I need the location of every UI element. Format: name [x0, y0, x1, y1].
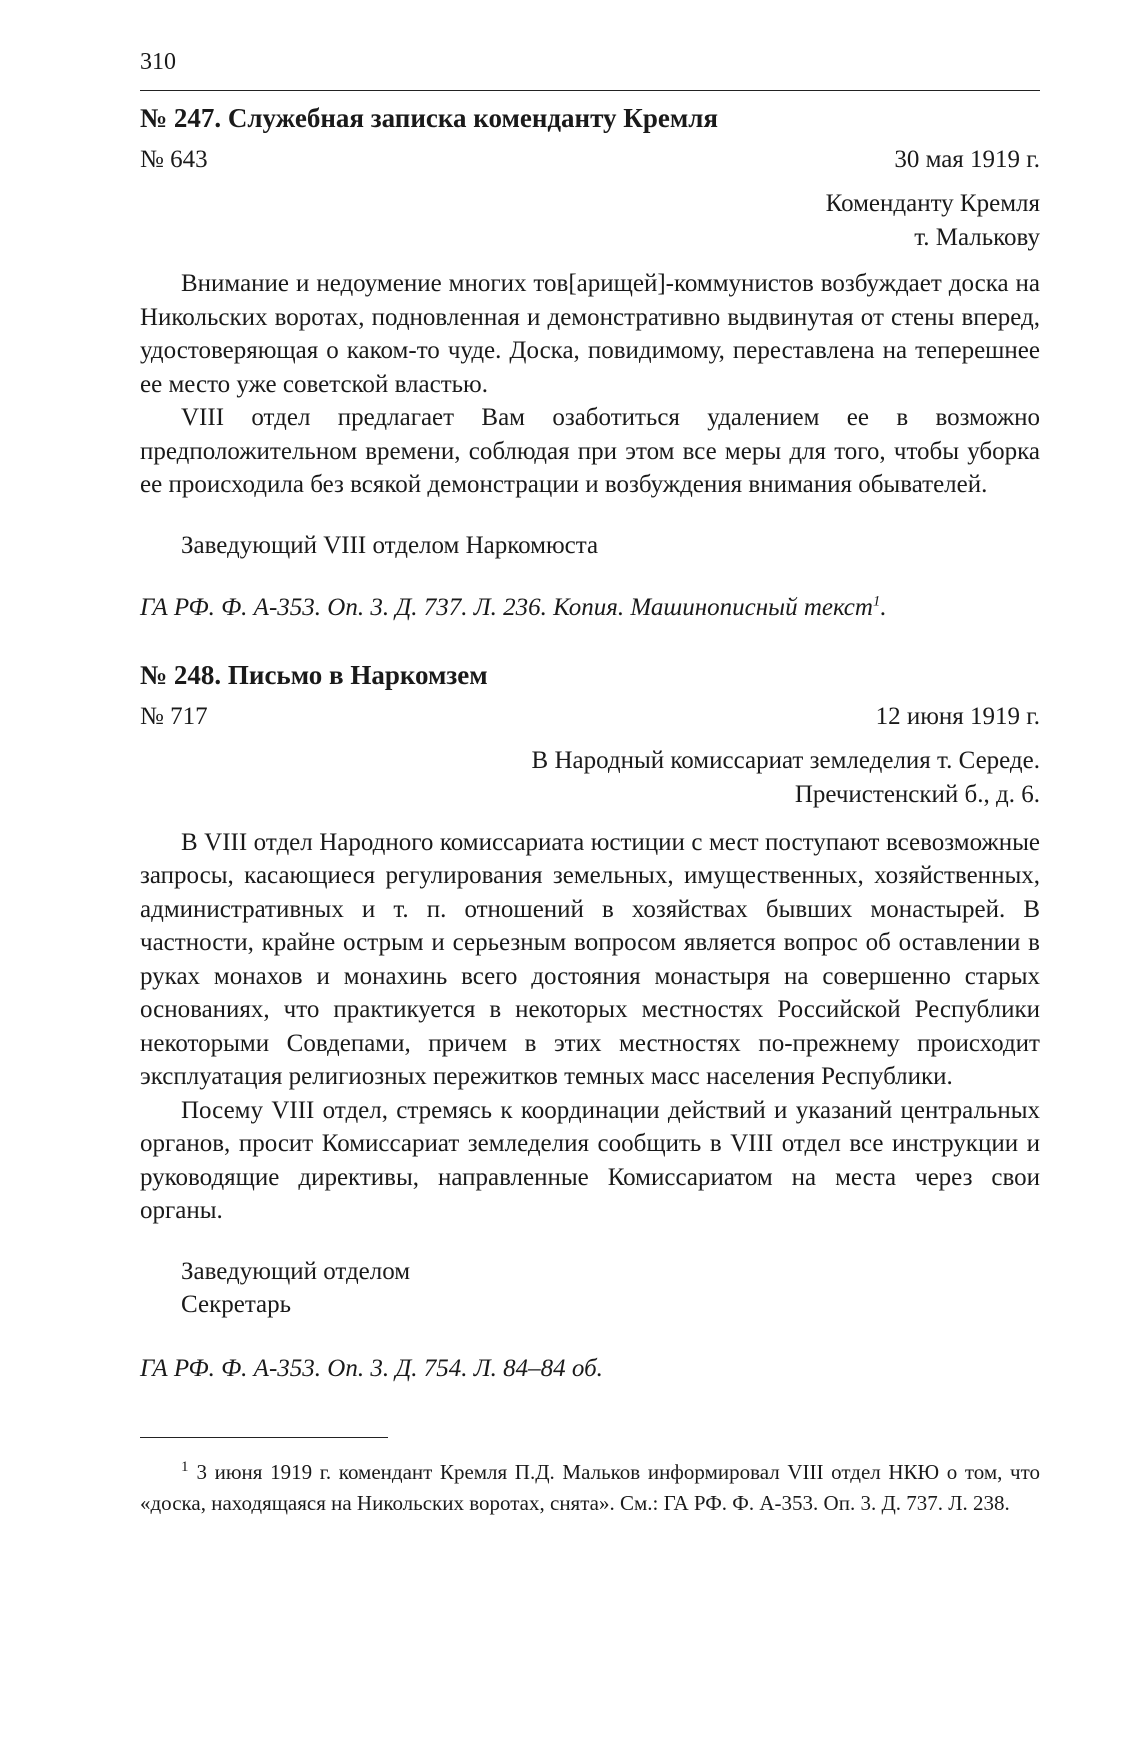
document-date: 12 июня 1919 г.: [875, 702, 1040, 730]
source-text: ГА РФ. Ф. А-353. Оп. 3. Д. 737. Л. 236. Копия. Машинописный текст: [140, 593, 873, 621]
document-date: 30 мая 1919 г.: [894, 146, 1040, 173]
body-paragraph: Посему VIII отдел, стремясь к координации действий и указаний центральных органов, просит Комиссариат земледелия сообщить в VIII отдел все инструкции и руководящие директивы, направленные Комиссариатом на места через свои органы.: [140, 1096, 1040, 1224]
document-248: [140, 658, 1040, 1385]
footnote-reference: 1: [872, 593, 881, 610]
document-number: № 717: [140, 702, 208, 730]
document-title: № 247. Служебная записка коменданту Кремля: [140, 103, 718, 133]
signature-line: Секретарь: [181, 1290, 292, 1318]
document-meta: [140, 143, 1040, 177]
archival-source: ГА РФ. Ф. А-353. Оп. 3. Д. 737. Л. 236. Копия. Машинописный текст$^1$.: [140, 593, 887, 621]
document-title: № 248. Письмо в Наркомзем: [140, 659, 488, 690]
body-paragraph: В VIII отдел Народного комиссариата юстиции с мест поступают всевозможные запросы, касающиеся регулирования земельных, имущественных, хозяйственных, административных и т. п. отношений в хозяйствах бывших монастырей. В частности, крайне острым и серьезным вопросом является вопрос об оставлении в руках монахов и монахинь всего достояния монастыря на совершенно старых основаниях, что практикуется в некоторых местностях Российской Республики некоторыми Совдепами, причем в этих местностях по-прежнему происходит эксплуатация религиозных пережитков темных масс населения Республики.: [140, 828, 1040, 1090]
addressee: [140, 187, 1040, 255]
addressee-line: т. Малькову: [914, 224, 1040, 251]
addressee-line: В Народный комиссариат земледелия т. Середе.: [531, 746, 1040, 774]
footnote-text: 3 июня 1919 г. комендант Кремля П.Д. Мальков информировал VIII отдел НКЮ о том, что «доска, находящаяся на Никольских воротах, снята». См.: ГА РФ. Ф. А-353. Оп. 3. Д. 737. Л. 238.: [140, 1459, 1040, 1515]
footnote: [140, 1452, 1040, 1519]
book-page: [140, 48, 1040, 1519]
document-body: [140, 267, 1040, 502]
addressee-line: Пречистенский б., д. 6.: [794, 780, 1040, 808]
archival-source: ГА РФ. Ф. А-353. Оп. 3. Д. 754. Л. 84–84 об.: [140, 1354, 603, 1382]
signature-line: Заведующий VIII отделом Наркомюста: [181, 531, 599, 559]
header-rule: [140, 90, 1040, 91]
document-number: № 643: [140, 146, 208, 173]
page-number: 310: [140, 49, 176, 75]
signature: [140, 529, 1040, 562]
document-247: [140, 101, 1040, 624]
signature: [140, 1255, 1040, 1321]
addressee-line: Коменданту Кремля: [825, 190, 1040, 217]
footnote-mark: 1: [181, 1458, 189, 1475]
body-paragraph: VIII отдел предлагает Вам озаботиться удалением ее в возможно предположительном времени, соблюдая при этом все меры для того, чтобы уборка ее происходила без всякой демонстрации и возбуждения внимания обывателей.: [140, 404, 1040, 498]
document-body: [140, 826, 1040, 1228]
document-meta: [140, 700, 1040, 734]
signature-line: Заведующий отделом: [181, 1257, 411, 1285]
footnote-rule: [140, 1437, 388, 1438]
body-paragraph: Внимание и недоумение многих тов[арищей]-коммунистов возбуждает доска на Никольских воротах, подновленная и демонстративно выдвинутая от стены вперед, удостоверяющая о каком-то чуде. Доска, повидимому, переставлена на теперешнее ее место уже советской властью.: [140, 270, 1040, 398]
addressee: [140, 744, 1040, 812]
